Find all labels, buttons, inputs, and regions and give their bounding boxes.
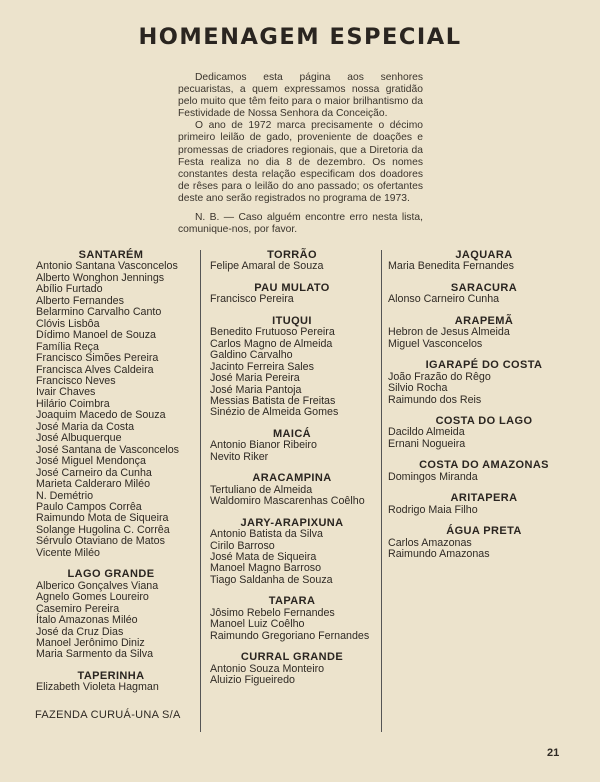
region-title: ÁGUA PRETA [446, 525, 522, 538]
donor-name: Antonio Bianor Ribeiro [210, 439, 317, 452]
donor-name: José Miguel Mendonça [36, 455, 146, 468]
donor-name: Marieta Calderaro Miléo [36, 478, 151, 491]
donor-name: Abílio Furtado [36, 283, 103, 296]
region-title: ARACAMPINA [252, 472, 332, 485]
donor-name: José Mata de Siqueira [210, 550, 317, 563]
region-section [384, 316, 584, 350]
donor-name: Nevito Riker [210, 450, 269, 463]
region-title: TORRÃO [267, 249, 317, 261]
region-title: JARY-ARAPIXUNA [240, 516, 344, 529]
region-section [203, 518, 381, 587]
region-section [384, 493, 584, 516]
region-title: COSTA DO LAGO [435, 414, 533, 427]
region-section [203, 250, 381, 273]
region-title: SANTARÉM [78, 249, 144, 261]
donor-column-2 [203, 250, 382, 732]
intro-note: N. B. — Caso alguém encontre erro nesta lista, comunique-nos, por favor. [178, 212, 423, 236]
donor-name: Felipe Amaral de Souza [210, 260, 324, 273]
donor-name: Carlos Amazonas [388, 536, 472, 549]
donor-name: Sérvulo Otaviano de Matos [36, 535, 165, 548]
donor-name: Dacildo Almeida [388, 426, 465, 439]
donor-name: Alberto Fernandes [36, 294, 124, 307]
intro-paragraph: O ano de 1972 marca precisamente o décimo primeiro leilão de gado, proveniente de doações e promessas de criadores regionais, que a Diretoria da Festa realiza no dia 8 de dezembro. Os nomes constantes desta relação especificam dos doadores de rêses para o leilão do ano passado; os ofertantes deste ano serão registrados no programa de 1973. [178, 120, 423, 204]
region-title: SARACURA [450, 281, 518, 294]
donor-name: Belarmino Carvalho Canto [36, 306, 162, 319]
company-credit: FAZENDA CURUÁ-UNA S/A [35, 709, 181, 721]
region-section [203, 473, 381, 507]
donor-name: Vicente Miléo [36, 546, 100, 559]
donor-name: Silvio Rocha [388, 382, 448, 395]
page-number: 21 [547, 747, 560, 759]
donor-name: José Albuquerque [36, 432, 122, 445]
donor-name: Manoel Luiz Coêlho [210, 618, 305, 631]
region-section [384, 360, 584, 406]
donor-name: Família Reça [36, 340, 99, 353]
region-title: LAGO GRANDE [67, 568, 155, 581]
donor-name: Benedito Frutuoso Pereira [210, 326, 335, 339]
donor-name: Messias Batista de Freitas [210, 394, 336, 407]
region-title: ARITAPERA [450, 492, 518, 505]
donor-name: Domingos Miranda [388, 470, 478, 483]
region-section [384, 416, 584, 450]
donor-name: Raimundo Mota de Siqueira [36, 512, 169, 525]
donor-name: Waldomiro Mascarenhas Coêlho [210, 495, 365, 508]
donor-column-1 [22, 250, 201, 732]
region-section [384, 250, 584, 273]
donor-name: José Carneiro da Cunha [36, 466, 152, 479]
donor-name: Raimundo Amazonas [388, 548, 490, 561]
region-title: JAQUARA [455, 249, 513, 261]
donor-name: Dídimo Manoel de Souza [36, 329, 157, 342]
donor-name: Miguel Vasconcelos [388, 337, 483, 350]
donor-name: Galdino Carvalho [210, 349, 293, 362]
donor-column-3 [384, 250, 584, 571]
donor-name: Solange Hugolina C. Corrêa [36, 523, 170, 536]
donor-name: Carlos Magno de Almeida [210, 337, 333, 350]
region-section [203, 283, 381, 306]
donor-name: Tertuliano de Almeida [210, 483, 313, 496]
donor-name: Agnelo Gomes Loureiro [36, 591, 149, 604]
donor-name: Hebron de Jesus Almeida [388, 326, 510, 339]
region-title: COSTA DO AMAZONAS [419, 459, 549, 472]
region-title: MAICÁ [272, 427, 312, 440]
donor-name: Manoel Jerônimo Diniz [36, 636, 145, 649]
donor-name: Ivair Chaves [36, 386, 96, 399]
donor-name: Joaquim Macedo de Souza [36, 409, 166, 422]
region-section [203, 652, 381, 686]
region-title: TAPARA [268, 595, 316, 608]
intro-text [178, 72, 423, 236]
page-title: HOMENAGEM ESPECIAL [138, 24, 462, 50]
region-section [203, 596, 381, 642]
donor-name: Aluizio Figueiredo [210, 674, 295, 687]
donor-name: Alberto Wonghon Jennings [36, 271, 165, 284]
donor-name: Francisco Neves [36, 374, 116, 387]
region-section [22, 250, 200, 559]
donor-name: Francisca Alves Caldeira [36, 363, 154, 376]
donor-name: José da Cruz Dias [36, 625, 124, 638]
intro-paragraph: Dedicamos esta página aos senhores pecuaristas, a quem expressamos nossa gratidão pelo muito que têm feito para o maior brilhantismo da Festividade de Nossa Senhora da Conceição. [178, 72, 423, 120]
region-section [384, 460, 584, 483]
region-section [22, 569, 200, 661]
region-section [203, 316, 381, 419]
region-title: ITUQUI [272, 314, 312, 327]
donor-name: Raimundo Gregoriano Fernandes [210, 629, 370, 642]
region-section [384, 526, 584, 560]
donor-name: Clóvis Lisbôa [36, 317, 100, 330]
region-title: CURRAL GRANDE [240, 651, 344, 664]
region-section [203, 429, 381, 463]
donor-name: Cirilo Barroso [210, 539, 275, 552]
donor-name: Raimundo dos Reis [388, 393, 482, 406]
donor-name: Francisco Pereira [210, 293, 294, 306]
region-section [384, 283, 584, 306]
donor-name: Alonso Carneiro Cunha [388, 293, 500, 306]
donor-name: Maria Sarmento da Silva [36, 648, 154, 661]
donor-name: Manoel Magno Barroso [210, 562, 322, 575]
donor-name: Antonio Batista da Silva [210, 528, 323, 541]
region-section [22, 671, 200, 694]
donor-name: Ítalo Amazonas Miléo [36, 614, 138, 627]
donor-name: Francisco Simões Pereira [36, 352, 159, 365]
donor-name: Hilário Coimbra [36, 397, 110, 410]
donor-name: Antonio Santana Vasconcelos [36, 260, 178, 273]
donor-name: Elizabeth Violeta Hagman [36, 681, 159, 694]
donor-name: José Maria Pantoja [210, 383, 302, 396]
donor-name: José Santana de Vasconcelos [36, 443, 179, 456]
donor-name: José Maria Pereira [210, 372, 300, 385]
region-title: TAPERINHA [77, 669, 145, 682]
donor-name: Maria Benedita Fernandes [388, 260, 514, 273]
donor-name: Paulo Campos Corrêa [36, 500, 142, 513]
donor-name: Tiago Saldanha de Souza [210, 573, 333, 586]
donor-name: Jôsimo Rebelo Fernandes [210, 606, 335, 619]
donor-name: Sinézio de Almeida Gomes [210, 406, 339, 419]
donor-name: Antonio Souza Monteiro [210, 662, 325, 675]
donor-name: Jacinto Ferreira Sales [210, 360, 314, 373]
donor-name: N. Demétrio [36, 489, 94, 502]
region-title: ARAPEMÃ [454, 314, 514, 327]
donor-name: Rodrigo Maia Filho [388, 503, 478, 516]
region-title: PAU MULATO [254, 281, 330, 294]
donor-name: Casemiro Pereira [36, 602, 120, 615]
donor-name: Ernani Nogueira [388, 437, 466, 450]
region-title: IGARAPÉ DO COSTA [425, 359, 543, 372]
donor-name: Alberico Gonçalves Viana [36, 579, 159, 592]
donor-name: José Maria da Costa [36, 420, 135, 433]
donor-name: João Frazão do Rêgo [388, 370, 491, 383]
